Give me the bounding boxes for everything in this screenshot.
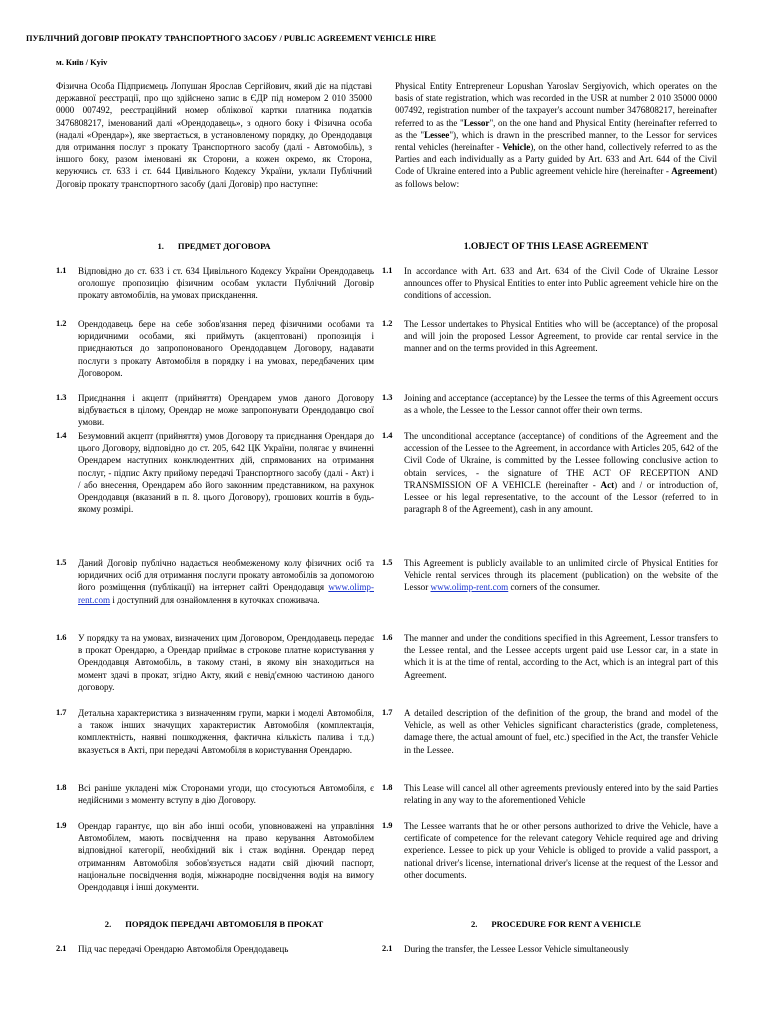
intro-en: Physical Entity Entrepreneur Lopushan Yaroslav Sergiyovich, which operates on the basis of state registration, which was recorded in the USR at number 2 010 35000 0000 007492, registration number of the taxpayer's account number 3476808217, hereinafter referred to as the "Lessor", on the one hand and Physical Entity (hereinafter referred to as the "Lessee"), which is drawn in the prescribed manner, to the Lessor for services rental vehicles (hereinafter - Vehicle), on the other hand, collectively referred to as the Parties and each individually as a Party guided by Art. 633 and Art. 644 of the Civil Code of Ukraine entered into a Public agreement vehicle hire (hereinafter - Agreement) as follows below:	[395, 81, 717, 189]
clause-1-8-en: 1.8 This Lease will cancel all other agreements previously entered into by the said Parties relating in any way to the aforementioned Vehicle	[382, 783, 718, 806]
clause-1-1-en: 1.1 In accordance with Art. 633 and Art. 634 of the Civil Code of Ukraine Lessor announces offer to Physical Entities to enter into Public agreement vehicle hire on the conditions of accession.	[382, 266, 718, 301]
clause-1-4-uk: 1.4 Безумовний акцепт (прийняття) умов Договору та приєднання Орендаря до цього Договору, відповідно до ст. 205, 642 ЦК України, полягає у вчиненні Орендарем наступних конклюдентних дій, спрямованих на отримання послуг, - підпис Акту прийому передачі Транспортного засобу (далі - Акт) і / або внесення, Орендарем або його законним представником, на рахунок Орендодавця (вказаний в п. 8. цього Договору), грошових коштів в будь-якому розмірі.	[56, 431, 374, 515]
clause-1-3-uk: 1.3 Приєднання і акцепт (прийняття) Орендарем умов даного Договору відбувається в цілому, Орендар не може запропонувати Орендодавцю свої умови.	[56, 393, 374, 428]
section-1-heading-en: 1.OBJECT OF THIS LEASE AGREEMENT	[463, 241, 649, 252]
clause-1-3-en: 1.3 Joining and acceptance (acceptance) by the Lessee the terms of this Agreement occurs as a whole, the Lessee to the Lessor cannot offer their own terms.	[382, 393, 718, 416]
clause-1-5-uk: 1.5 Даний Договір публічно надається необмеженому колу фізичних осіб та юридичних осіб для отримання послуги прокату автомобілів за допомогою його розміщення (публікації) на інтернет сайті Орендодавця www.olimp-rent.com і доступний для ознайомлення в куточках споживача.	[56, 558, 374, 605]
clause-1-9-uk: 1.9 Орендар гарантує, що він або інші особи, уповноважені на управління Автомобілем, мають посвідчення на право керування Автомобілем відповідної категорії, необхідний вік і стаж водіння. Орендар перед отриманням Автомобіля зобов'язується надати свій діючий паспорт, національне посвідчення водія, міжнародне посвідчення водія на вимогу Орендодавця і інші документи.	[56, 821, 374, 893]
clause-1-9-en: 1.9 The Lessee warrants that he or other persons authorized to drive the Vehicle, have a certificate of competence for the relevant category Vehicle required age and driving experience. Lessee to pick up your Vehicle is obliged to provide a valid passport, a national driver's license, international driver's license at the request of the Lessor and other documents.	[382, 821, 718, 880]
clause-1-8-uk: 1.8 Всі раніше укладені між Сторонами угоди, що стосуються Автомобіля, є недійсними з моменту вступу в дію Договору.	[56, 783, 374, 806]
website-link-en[interactable]: www.olimp-rent.com	[430, 582, 509, 593]
website-link-uk[interactable]: www.olimp-rent.com	[78, 582, 374, 605]
clause-1-6-uk: 1.6 У порядку та на умовах, визначених цим Договором, Орендодавець передає в прокат Орендарю, а Орендар приймає в строкове платне користування у Орендодавця Автомобіль, в такому стані, в якому він знаходиться на момент здачі в прокат, згідно Акту, який є невід'ємною частиною даного договору.	[56, 633, 374, 692]
clause-1-6-en: 1.6 The manner and under the conditions specified in this Agreement, Lessor transfers to the Lessee rental, and the Lessee accepts urgent paid use Lessor car, in a state in which it is at the time of rental, according to the Act, which is an integral part of this Agreement.	[382, 633, 718, 680]
clause-1-2-en: 1.2 The Lessor undertakes to Physical Entities who will be (acceptance) of the proposal and will join the proposed Lessor Agreement, to provide car rental service in the manner and on the terms provided in this Agreement.	[382, 319, 718, 354]
clause-2-1-uk: 2.1 Під час передачі Орендарю Автомобіля Орендодавець	[56, 944, 289, 954]
intro-uk: Фізична Особа Підприємець Лопушан Ярослав Сергійович, який діє на підставі державної реєстрації, про що здійснено запис в ЄДР під номером 2 010 35000 0000 007492, реєстраційний номер облікової картки платника податків 3476808217, іменований далі «Орендодавець», з одного боку і Фізична особа (надалі «Орендар»), яке звертається, в установленому порядку, до Орендодавця для отримання послуг з прокату Транспортного засобу (далі - Автомобіль), з іншого боку, разом іменовані як Сторони, а кожен окремо, як Сторона, керуючись ст. 633 і ст. 644 Цивільного Кодексу України, уклали Публічний Договір прокату транспортного засобу (далі Договір) про наступне:	[56, 81, 372, 189]
section-2-heading-en: 2. PROCEDURE FOR RENT A VEHICLE	[470, 919, 642, 929]
clause-1-4-en: 1.4 The unconditional acceptance (acceptance) of conditions of the Agreement and the accession of the Lessee to the Agreement, in accordance with Articles 205, 642 of the Civil Code of Ukraine, is committed by the Lessee following conclusive action to obtain services, - the signature of THE ACT OF RECEPTION AND TRANSMISSION OF A VEHICLE (hereinafter - Act) and / or introduction of, Lessee or his legal representative, to the account of the Lessor (referred to in paragraph 8 of the Agreement), cash in any amount.	[382, 431, 718, 515]
clause-1-2-uk: 1.2 Орендодавець бере на себе зобов'язання перед фізичними особами та юридичними особами, які приймуть (акцептовані) пропозиція і приєднаються до запропонованого Орендодавцем Договору, надавати послуги з прокату Автомобіля в порядку і на умовах, передбачених цим Договором.	[56, 319, 374, 378]
section-2-heading-uk: 2. ПОРЯДОК ПЕРЕДАЧІ АВТОМОБІЛЯ В ПРОКАТ	[104, 919, 324, 929]
clause-1-7-en: 1.7 A detailed description of the definition of the group, the brand and model of the Vehicle, as well as other Vehicles significant characteristics (grade, completeness, damage there, the actual amount of fuel, etc.) specified in the Act, the transfer Vehicle in the Lessee.	[382, 708, 718, 755]
clause-1-1-uk: 1.1 Відповідно до ст. 633 і ст. 634 Цивільного Кодексу України Орендодавець оголошує пропозицію фізичним особам укласти Публічний Договір прокату автомобілів, на умовах прискданення.	[56, 266, 374, 301]
document-title: ПУБЛІЧНИЙ ДОГОВІР ПРОКАТУ ТРАНСПОРТНОГО ЗАСОБУ / PUBLIC AGREEMENT VEHICLE HIRE	[26, 34, 436, 43]
document-city: м. Київ / Kyiv	[56, 58, 108, 67]
clause-1-5-en: 1.5 This Agreement is publicly available to an unlimited circle of Physical Entities for Vehicle rental services through its placement (publication) on the website of the Lessor www.olimp-rent.com corners of the consumer.	[382, 558, 718, 593]
section-1-heading-uk: 1. ПРЕДМЕТ ДОГОВОРА	[157, 241, 271, 251]
clause-2-1-en: 2.1 During the transfer, the Lessee Lessor Vehicle simultaneously	[382, 944, 629, 954]
clause-1-7-uk: 1.7 Детальна характеристика з визначенням групи, марки і моделі Автомобіля, а також інших значущих характеристик Автомобіля (комплектація, комплектність, наявні пошкодження, фактична кількість палива і т.д.) вказується в Акті, при передачі Автомобіля в користування Орендарю.	[56, 708, 374, 755]
